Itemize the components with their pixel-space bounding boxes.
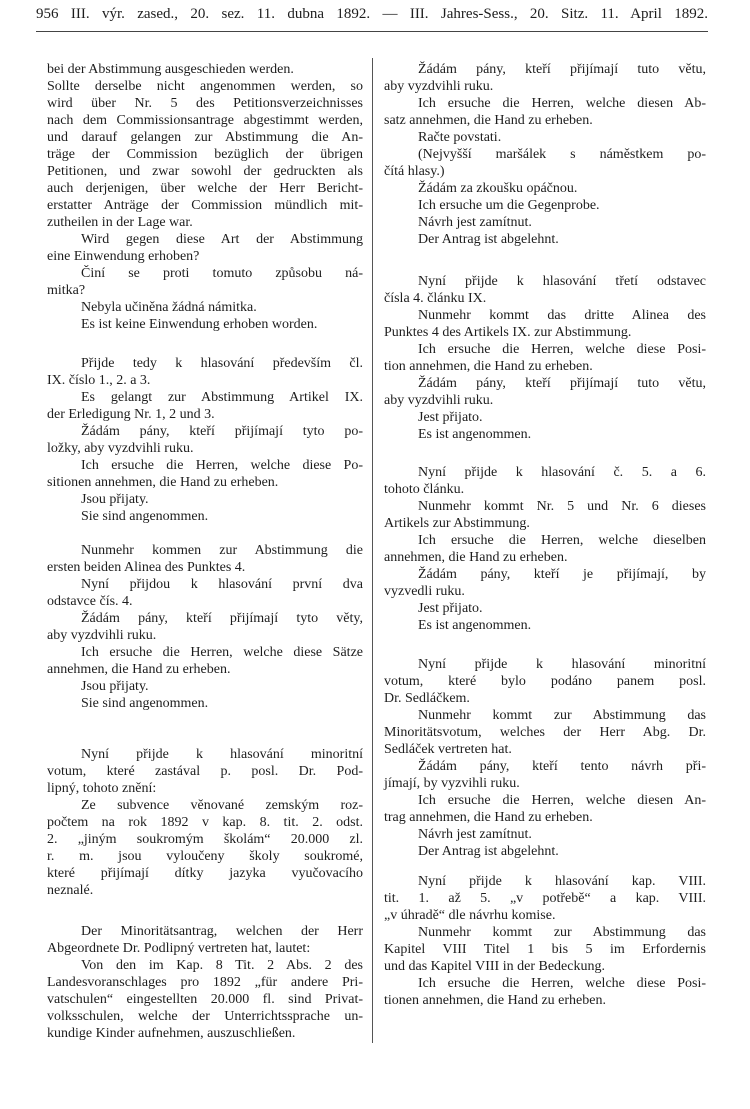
paragraph (384, 532, 706, 566)
text-line: Žádám pány, kteří přijímají tuto větu, (418, 62, 706, 77)
paragraph (47, 355, 363, 389)
paragraph (384, 61, 706, 95)
right-column-section (384, 273, 706, 443)
paragraph (384, 231, 706, 248)
paragraph (47, 576, 363, 610)
text-line: eine Einwendung erhoben? (47, 249, 200, 264)
text-line: kundige Kinder aufnehmen, auszuschließen. (47, 1026, 296, 1041)
text-line: Sedláček vertreten hat. (384, 742, 512, 757)
left-column-section (47, 355, 363, 525)
text-line: votum, které zastával p. posl. Dr. Pod- (47, 764, 363, 779)
text-line: počtem na rok 1892 v kap. 8. tit. 2. odst. (47, 815, 363, 830)
text-line: Ich ersuche die Herren, welche diese Posi- (418, 342, 706, 357)
text-line: které přijímají dítky jazyka vyučovacího (47, 866, 363, 881)
text-line: trag annehmen, die Hand zu erheben. (384, 810, 593, 825)
text-line: Der Antrag ist abgelehnt. (418, 844, 559, 859)
text-line: ložky, aby vyzdvihli ruku. (47, 441, 194, 456)
paragraph (384, 307, 706, 341)
paragraph (47, 746, 363, 797)
text-line: Žádám pány, kteří přijímají tuto větu, (418, 376, 706, 391)
paragraph (47, 678, 363, 695)
text-line: Petitionen, und zwar sowohl der gedruckten als (47, 164, 363, 179)
paragraph (47, 923, 363, 957)
left-column-section (47, 923, 363, 1042)
text-line: vyzvedli ruku. (384, 584, 465, 599)
paragraph (47, 61, 363, 78)
text-line: Přijde tedy k hlasování především čl. (81, 356, 363, 371)
right-column-section (384, 873, 706, 1009)
paragraph (384, 375, 706, 409)
text-line: auch derjenigen, über welche der Herr Bericht- (47, 181, 363, 196)
text-line: čítá hlasy.) (384, 164, 445, 179)
text-line: Wird gegen diese Art der Abstimmung (81, 232, 363, 247)
paragraph (47, 316, 363, 333)
text-line: Der Minoritätsantrag, welchen der Herr (81, 924, 363, 939)
text-line: Žádám za zkoušku opáčnou. (418, 181, 578, 196)
text-line: vatschulen“ eingestellten 20.000 fl. sind Privat- (47, 992, 363, 1007)
paragraph (384, 792, 706, 826)
text-line: jímají, by vyzvihli ruku. (384, 776, 520, 791)
text-line: annehmen, die Hand zu erheben. (47, 662, 231, 677)
paragraph (47, 695, 363, 712)
header-rule (36, 31, 708, 32)
text-line: IX. číslo 1., 2. a 3. (47, 373, 151, 388)
text-line: Nyní přijde k hlasování č. 5. a 6. (418, 465, 706, 480)
text-line: Nyní přijdou k hlasování první dva (81, 577, 363, 592)
text-line: Es ist angenommen. (418, 618, 532, 633)
text-line: Von den im Kap. 8 Tit. 2 Abs. 2 des (81, 958, 363, 973)
text-line: Minoritätsvotum, welches der Herr Abg. Dr. (384, 725, 706, 740)
paragraph (384, 180, 706, 197)
paragraph (47, 610, 363, 644)
paragraph (384, 975, 706, 1009)
text-line: Es gelangt zur Abstimmung Artikel IX. (81, 390, 363, 405)
text-line: neznalé. (47, 883, 94, 898)
text-line: tion annehmen, die Hand zu erheben. (384, 359, 593, 374)
text-line: Žádám pány, kteří přijímají tyto věty, (81, 611, 363, 626)
text-line: Nyní přijde k hlasování kap. VIII. (418, 874, 706, 889)
text-line: 2. „jiným soukromým školám“ 20.000 zl. (47, 832, 363, 847)
text-line: Ich ersuche die Herren, welche diesen An- (418, 793, 706, 808)
paragraph (384, 617, 706, 634)
paragraph (384, 498, 706, 532)
text-line: volksschulen, welche der Unterrichtssprache un- (47, 1009, 363, 1024)
text-line: odstavce čís. 4. (47, 594, 133, 609)
text-line: Ich ersuche um die Gegenprobe. (418, 198, 600, 213)
text-line: Návrh jest zamítnut. (418, 215, 532, 230)
left-column-section (47, 61, 363, 333)
paragraph (384, 873, 706, 924)
text-line: satz annehmen, die Hand zu erheben. (384, 113, 593, 128)
text-line: annehmen, die Hand zu erheben. (384, 550, 568, 565)
text-line: Sollte derselbe nicht angenommen werden, so (47, 79, 363, 94)
text-line: Es ist keine Einwendung erhoben worden. (81, 317, 318, 332)
text-line: Nebyla učiněna žádná námitka. (81, 300, 257, 315)
text-line: Dr. Sedláčkem. (384, 691, 470, 706)
left-column-section (47, 746, 363, 899)
paragraph (384, 214, 706, 231)
text-line: Žádám pány, kteří je přijímají, by (418, 567, 706, 582)
paragraph (47, 508, 363, 525)
paragraph (384, 758, 706, 792)
text-line: und darauf gelangen zur Abstimmung die An- (47, 130, 363, 145)
text-line: träge der Commission bezüglich der übrigen (47, 147, 363, 162)
paragraph (47, 78, 363, 231)
paragraph (384, 341, 706, 375)
text-line: und das Kapitel VIII in der Bedeckung. (384, 959, 605, 974)
text-line: (Nejvyšší maršálek s náměstkem po- (418, 147, 706, 162)
paragraph (384, 146, 706, 180)
text-line: Nunmehr kommen zur Abstimmung die (81, 543, 363, 558)
text-line: Nunmehr kommt zur Abstimmung das (418, 708, 706, 723)
text-line: mitka? (47, 283, 86, 298)
text-line: Kapitel VIII Titel 1 bis 5 im Erfordernis (384, 942, 706, 957)
right-column-section (384, 61, 706, 248)
text-line: aby vyzdvihli ruku. (384, 393, 494, 408)
text-line: Nunmehr kommt das dritte Alinea des (418, 308, 706, 323)
text-line: votum, které bylo podáno panem posl. (384, 674, 706, 689)
text-line: Žádám pány, kteří přijímají tyto po- (81, 424, 363, 439)
text-line: Ich ersuche die Herren, welche diese Posi- (418, 976, 706, 991)
text-line: bei der Abstimmung ausgeschieden werden. (47, 62, 294, 77)
paragraph (384, 600, 706, 617)
paragraph (47, 389, 363, 423)
text-line: tohoto článku. (384, 482, 465, 497)
text-line: Ich ersuche die Herren, welche diesen Ab- (418, 96, 706, 111)
text-line: Punktes 4 des Artikels IX. zur Abstimmung. (384, 325, 632, 340)
paragraph (47, 957, 363, 1042)
text-line: Nyní přijde k hlasování třetí odstavec (418, 274, 706, 289)
text-line: Ich ersuche die Herren, welche diese Sätze (81, 645, 363, 660)
text-line: ersten beiden Alinea des Punktes 4. (47, 560, 246, 575)
text-line: Landesvoranschlages pro 1892 „für andere Pri- (47, 975, 363, 990)
text-line: sitionen annehmen, die Hand zu erheben. (47, 475, 279, 490)
text-line: aby vyzdvihli ruku. (384, 79, 494, 94)
paragraph (384, 826, 706, 843)
text-line: lipný, tohoto znění: (47, 781, 157, 796)
text-line: Sie sind angenommen. (81, 696, 209, 711)
paragraph (384, 924, 706, 975)
paragraph (384, 426, 706, 443)
text-line: wird über Nr. 5 des Petitionsverzeichnisses (47, 96, 363, 111)
text-line: Ich ersuche die Herren, welche dieselben (418, 533, 706, 548)
paragraph (47, 797, 363, 899)
text-line: r. m. jsou vyloučeny školy soukromé, (47, 849, 363, 864)
text-line: „v úhradě“ dle návrhu komise. (384, 908, 556, 923)
text-line: aby vyzdvihli ruku. (47, 628, 157, 643)
text-line: Jest přijato. (418, 410, 483, 425)
text-line: Jest přijato. (418, 601, 483, 616)
text-line: nach dem Commissionsantrage abgestimmt werden, (47, 113, 363, 128)
paragraph (47, 491, 363, 508)
paragraph (47, 457, 363, 491)
paragraph (384, 464, 706, 498)
text-line: Der Antrag ist abgelehnt. (418, 232, 559, 247)
paragraph (384, 95, 706, 129)
paragraph (384, 273, 706, 307)
paragraph (47, 265, 363, 299)
paragraph (384, 409, 706, 426)
paragraph (384, 197, 706, 214)
paragraph (384, 566, 706, 600)
text-line: čísla 4. článku IX. (384, 291, 487, 306)
paragraph (47, 423, 363, 457)
paragraph (384, 656, 706, 707)
column-divider (372, 58, 373, 1043)
paragraph (384, 707, 706, 758)
running-header: 956 III. výr. zased., 20. sez. 11. dubna 1892. — III. Jahres-Sess., 20. Sitz. 11. April 1892. (36, 6, 708, 22)
left-column-section (47, 542, 363, 712)
text-line: zutheilen in der Lage war. (47, 215, 193, 230)
text-line: Sie sind angenommen. (81, 509, 209, 524)
paragraph (384, 843, 706, 860)
text-line: Činí se proti tomuto způsobu ná- (81, 266, 363, 281)
text-line: Nunmehr kommt zur Abstimmung das (418, 925, 706, 940)
text-line: Žádám pány, kteří tento návrh při- (418, 759, 706, 774)
text-line: tionen annehmen, die Hand zu erheben. (384, 993, 606, 1008)
paragraph (47, 542, 363, 576)
text-line: Ze subvence věnované zemským roz- (81, 798, 363, 813)
text-line: Jsou přijaty. (81, 679, 149, 694)
paragraph (47, 644, 363, 678)
text-line: der Erledigung Nr. 1, 2 und 3. (47, 407, 215, 422)
text-line: Jsou přijaty. (81, 492, 149, 507)
text-line: Račte povstati. (418, 130, 502, 145)
text-line: Nyní přijde k hlasování minoritní (81, 747, 363, 762)
text-line: tit. 1. až 5. „v potřebě“ a kap. VIII. (384, 891, 706, 906)
text-line: Es ist angenommen. (418, 427, 532, 442)
text-line: Ich ersuche die Herren, welche diese Po- (81, 458, 363, 473)
text-line: erstatter Anträge der Commission mündlich mit- (47, 198, 363, 213)
text-line: Nunmehr kommt Nr. 5 und Nr. 6 dieses (418, 499, 706, 514)
paragraph (47, 299, 363, 316)
text-line: Abgeordnete Dr. Podlipný vertreten hat, lautet: (47, 941, 311, 956)
text-line: Artikels zur Abstimmung. (384, 516, 530, 531)
text-line: Nyní přijde k hlasování minoritní (418, 657, 706, 672)
text-line: Návrh jest zamítnut. (418, 827, 532, 842)
paragraph (384, 129, 706, 146)
right-column-section (384, 656, 706, 860)
paragraph (47, 231, 363, 265)
right-column-section (384, 464, 706, 634)
